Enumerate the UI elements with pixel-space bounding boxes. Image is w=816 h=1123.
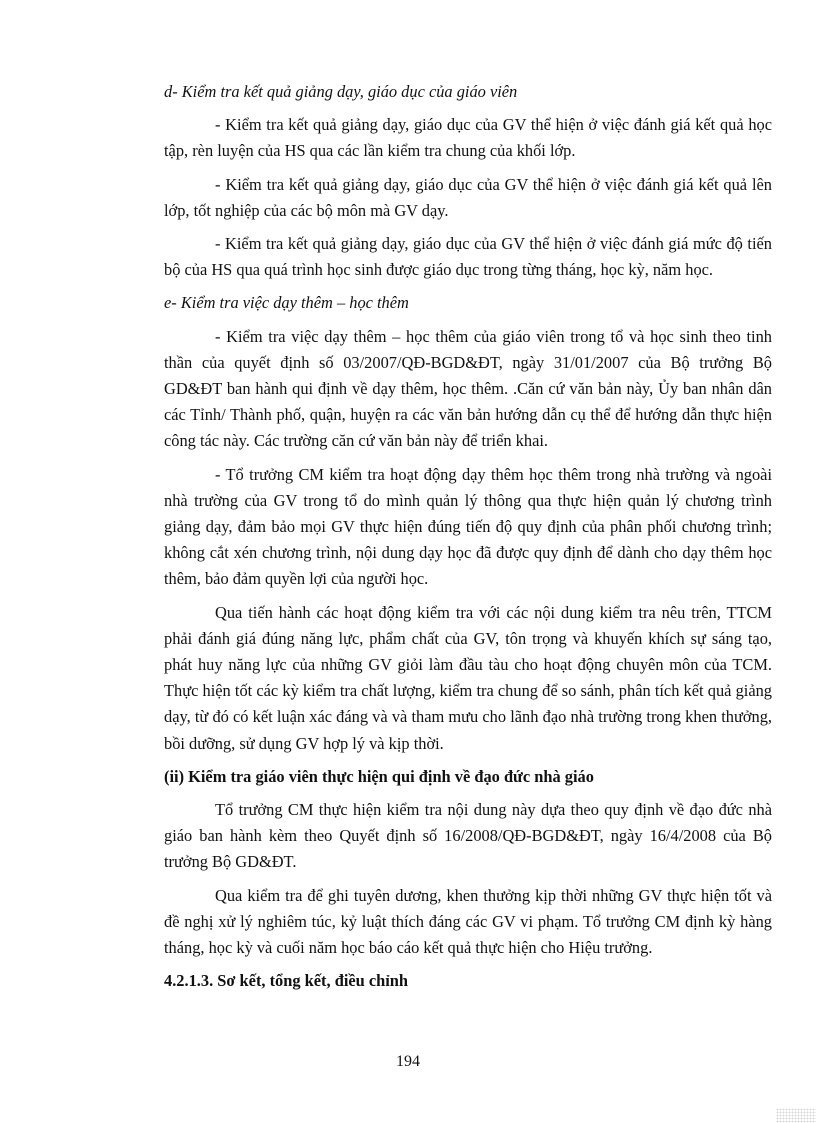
- section-d-heading: d- Kiểm tra kết quả giảng dạy, giáo dục của giáo viên: [164, 82, 518, 101]
- section-ii-paragraph-2: Qua kiểm tra để ghi tuyên dương, khen thưởng kịp thời những GV thực hiện tốt và đề nghị xử lý nghiêm túc, kỷ luật thích đáng các GV vi phạm. Tổ trưởng CM định kỳ hàng tháng, học kỳ và cuối năm học báo cáo kết quả thực hiện cho Hiệu trưởng.: [164, 885, 772, 958]
- section-d-paragraph-2: - Kiểm tra kết quả giảng dạy, giáo dục của GV thể hiện ở việc đánh giá kết quả lên lớp, tốt nghiệp của các bộ môn mà GV dạy.: [164, 174, 772, 220]
- page-number: 194: [396, 1053, 420, 1070]
- section-e-paragraph-2: - Tổ trưởng CM kiểm tra hoạt động dạy thêm học thêm trong nhà trường và ngoài nhà trường của GV trong tổ do mình quản lý thông qua thực hiện quản lý chương trình giảng dạy, đảm bảo mọi GV thực hiện đúng tiến độ quy định của phân phối chương trình; không cắt xén chương trình, nội dung dạy học đã được quy định để dành cho dạy thêm học thêm, bảo đảm quyền lợi của người học.: [164, 464, 772, 589]
- section-ii-paragraph-1: Tổ trưởng CM thực hiện kiểm tra nội dung này dựa theo quy định về đạo đức nhà giáo ban hành kèm theo Quyết định số 16/2008/QĐ-BGD&ĐT, ngày 16/4/2008 của Bộ trưởng Bộ GD&ĐT.: [164, 800, 772, 872]
- section-d-paragraph-3: - Kiểm tra kết quả giảng dạy, giáo dục của GV thể hiện ở việc đánh giá mức độ tiến bộ của HS qua quá trình học sinh được giáo dục trong từng tháng, học kỳ, năm học.: [164, 234, 772, 280]
- scan-noise: [776, 1108, 816, 1123]
- section-e-paragraph-1: - Kiểm tra việc dạy thêm – học thêm của giáo viên trong tổ và học sinh theo tinh thần của quyết định số 03/2007/QĐ-BGD&ĐT, ngày 31/01/2007 của Bộ trưởng Bộ GD&ĐT ban hành qui định về dạy thêm, học thêm. .Căn cứ văn bản này, Ủy ban nhân dân các Tỉnh/ Thành phố, quận, huyện ra các văn bản hướng dẫn cụ thể để hướng dẫn thực hiện công tác này. Các trường căn cứ văn bản này để triển khai.: [164, 326, 772, 451]
- section-e-paragraph-3: Qua tiến hành các hoạt động kiểm tra với các nội dung kiểm tra nêu trên, TTCM phải đánh giá đúng năng lực, phẩm chất của GV, tôn trọng và khuyến khích sự sáng tạo, phát huy năng lực của những GV giỏi làm đầu tàu cho hoạt động chuyên môn của TCM. Thực hiện tốt các kỳ kiểm tra chất lượng, kiểm tra chung để so sánh, phân tích kết quả giảng dạy, từ đó có kết luận xác đáng và và tham mưu cho lãnh đạo nhà trường trong khen thưởng, bồi dưỡng, sử dụng GV hợp lý và kịp thời.: [164, 602, 772, 753]
- section-4213-heading: 4.2.1.3. Sơ kết, tổng kết, điều chỉnh: [164, 971, 409, 991]
- section-ii-heading: (ii) Kiểm tra giáo viên thực hiện qui định về đạo đức nhà giáo: [164, 766, 594, 786]
- section-d-paragraph-1: - Kiểm tra kết quả giảng dạy, giáo dục của GV thể hiện ở việc đánh giá kết quả học tập, rèn luyện của HS qua các lần kiểm tra chung của khối lớp.: [164, 115, 772, 161]
- page-body: [164, 79, 772, 1002]
- section-e-heading: e- Kiểm tra việc dạy thêm – học thêm: [164, 293, 409, 313]
